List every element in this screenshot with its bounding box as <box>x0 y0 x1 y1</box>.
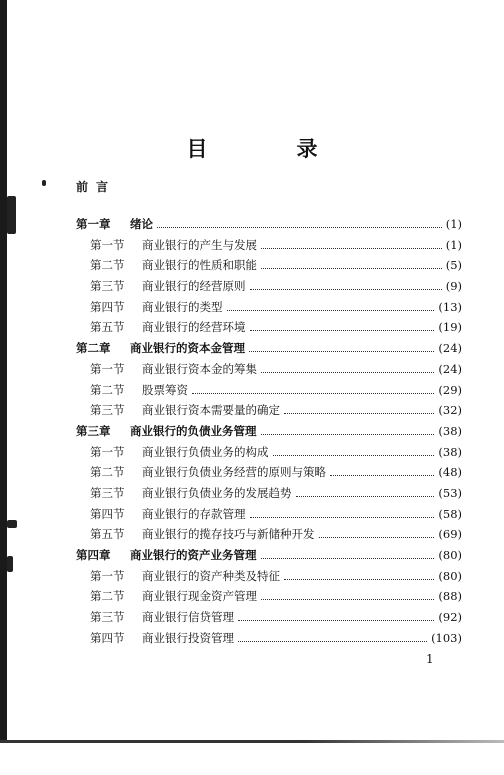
dot-leader <box>250 510 435 518</box>
dot-leader <box>261 241 442 249</box>
toc-entry-page: (48) <box>438 465 462 480</box>
toc-entry-title: 商业银行的经营环境 <box>142 320 246 335</box>
scan-mark <box>7 520 17 528</box>
dot-leader <box>284 572 434 580</box>
dot-leader <box>261 551 435 559</box>
toc-entry-page: (58) <box>438 506 462 521</box>
dot-leader <box>261 592 434 600</box>
toc-chapter-row[interactable] <box>76 423 462 444</box>
toc-entry-page: (9) <box>445 279 462 294</box>
dot-leader <box>261 261 442 269</box>
toc-section-row[interactable] <box>76 464 462 485</box>
toc-entry-number: 第四节 <box>90 299 125 314</box>
toc-entry-number: 第五节 <box>90 527 125 542</box>
toc-section-row[interactable] <box>76 382 462 403</box>
toc-entry-number: 第二节 <box>90 589 125 604</box>
toc-entry-page: (80) <box>438 568 462 583</box>
toc-entry-title: 商业银行资本金的筹集 <box>142 361 257 376</box>
toc-entry-number: 第三节 <box>90 279 125 294</box>
toc-entry-number: 第一节 <box>90 361 125 376</box>
toc-section-row[interactable] <box>76 630 462 651</box>
toc-section-row[interactable] <box>76 526 462 547</box>
dot-leader <box>296 489 435 497</box>
toc-entry-number: 第一章 <box>76 217 111 231</box>
toc-entry-title: 商业银行的性质和职能 <box>142 258 257 273</box>
toc-entry-page: (1) <box>445 237 462 252</box>
toc-entry-title: 商业银行信贷管理 <box>142 610 234 625</box>
toc-chapter-row[interactable] <box>76 216 462 237</box>
toc-entry-title: 商业银行资本需要量的确定 <box>142 403 280 418</box>
scan-edge-bottom <box>0 740 504 743</box>
toc-entry-title: 商业银行负债业务的构成 <box>142 444 269 459</box>
toc-entry-number: 第一节 <box>90 237 125 252</box>
dot-leader <box>238 634 427 642</box>
toc-entry-title: 商业银行的产生与发展 <box>142 237 257 252</box>
toc-entry-title: 商业银行的资产业务管理 <box>130 548 257 562</box>
toc-entry-number: 第五节 <box>90 320 125 335</box>
dot-leader <box>284 406 434 414</box>
toc-entry-title: 商业银行的资产种类及特征 <box>142 568 280 583</box>
toc-chapter-row[interactable] <box>76 340 462 361</box>
toc-section-row[interactable] <box>76 257 462 278</box>
dot-leader <box>250 324 435 332</box>
toc-entry-page: (38) <box>438 423 462 438</box>
dot-leader <box>319 530 435 538</box>
toc-entry-page: (24) <box>438 341 462 356</box>
dot-leader <box>273 448 435 456</box>
toc-section-row[interactable] <box>76 299 462 320</box>
dot-leader <box>238 613 434 621</box>
scan-mark <box>42 180 46 186</box>
toc-entry-number: 第二章 <box>76 341 111 356</box>
toc-entry-page: (38) <box>438 444 462 459</box>
toc-entry-page: (1) <box>445 217 462 231</box>
toc-section-row[interactable] <box>76 361 462 382</box>
toc-entry-page: (24) <box>438 361 462 376</box>
toc-section-row[interactable] <box>76 588 462 609</box>
toc-entry-page: (32) <box>438 403 462 418</box>
dot-leader <box>249 344 434 352</box>
toc-chapter-row[interactable] <box>76 547 462 568</box>
toc-entry-number: 第三章 <box>76 423 111 438</box>
toc-entry-title: 商业银行的揽存技巧与新储种开发 <box>142 527 315 542</box>
toc-section-row[interactable] <box>76 485 462 506</box>
toc-section-row[interactable] <box>76 609 462 630</box>
toc-section-row[interactable] <box>76 506 462 527</box>
table-of-contents <box>76 216 462 650</box>
page-title: 目 录 <box>186 136 352 161</box>
toc-entry-title: 商业银行负债业务的发展趋势 <box>142 485 292 500</box>
toc-entry-number: 第二节 <box>90 382 125 397</box>
toc-entry-number: 第四节 <box>90 506 125 521</box>
toc-section-row[interactable] <box>76 402 462 423</box>
scan-edge-left <box>0 0 7 742</box>
toc-entry-page: (88) <box>438 589 462 604</box>
dot-leader <box>227 303 435 311</box>
toc-entry-title: 商业银行投资管理 <box>142 630 234 645</box>
page-number: 1 <box>426 652 434 666</box>
dot-leader <box>157 220 442 228</box>
toc-section-row[interactable] <box>76 319 462 340</box>
toc-entry-page: (103) <box>431 630 462 645</box>
toc-entry-page: (29) <box>438 382 462 397</box>
toc-entry-page: (92) <box>438 610 462 625</box>
toc-entry-title: 商业银行负债业务经营的原则与策略 <box>142 465 326 480</box>
toc-entry-number: 第二节 <box>90 258 125 273</box>
toc-entry-page: (69) <box>438 527 462 542</box>
scan-mark <box>7 196 16 234</box>
toc-entry-page: (53) <box>438 485 462 500</box>
toc-entry-number: 第一节 <box>90 568 125 583</box>
toc-entry-number: 第三节 <box>90 403 125 418</box>
toc-entry-number: 第四节 <box>90 630 125 645</box>
dot-leader <box>250 282 442 290</box>
toc-entry-number: 第三节 <box>90 485 125 500</box>
toc-entry-number: 第四章 <box>76 548 111 562</box>
toc-section-row[interactable] <box>76 444 462 465</box>
scan-mark <box>7 556 13 572</box>
toc-entry-title: 商业银行的类型 <box>142 299 223 314</box>
toc-entry-title: 商业银行的存款管理 <box>142 506 246 521</box>
toc-entry-title: 商业银行的资本金管理 <box>130 341 245 356</box>
toc-entry-title: 商业银行的经营原则 <box>142 279 246 294</box>
toc-entry-page: (13) <box>438 299 462 314</box>
toc-section-row[interactable] <box>76 278 462 299</box>
preface-heading: 前言 <box>76 180 117 194</box>
toc-entry-number: 第二节 <box>90 465 125 480</box>
dot-leader <box>192 386 434 394</box>
toc-entry-page: (19) <box>438 320 462 335</box>
toc-entry-title: 商业银行的负债业务管理 <box>130 423 257 438</box>
toc-entry-page: (5) <box>445 258 462 273</box>
toc-entry-number: 第一节 <box>90 444 125 459</box>
toc-entry-title: 商业银行现金资产管理 <box>142 589 257 604</box>
toc-entry-page: (80) <box>438 548 462 562</box>
dot-leader <box>261 427 435 435</box>
toc-entry-title: 股票筹资 <box>142 382 188 397</box>
toc-entry-title: 绪论 <box>130 217 153 231</box>
dot-leader <box>261 365 434 373</box>
toc-section-row[interactable] <box>76 237 462 258</box>
toc-section-row[interactable] <box>76 568 462 589</box>
dot-leader <box>330 468 434 476</box>
toc-entry-number: 第三节 <box>90 610 125 625</box>
